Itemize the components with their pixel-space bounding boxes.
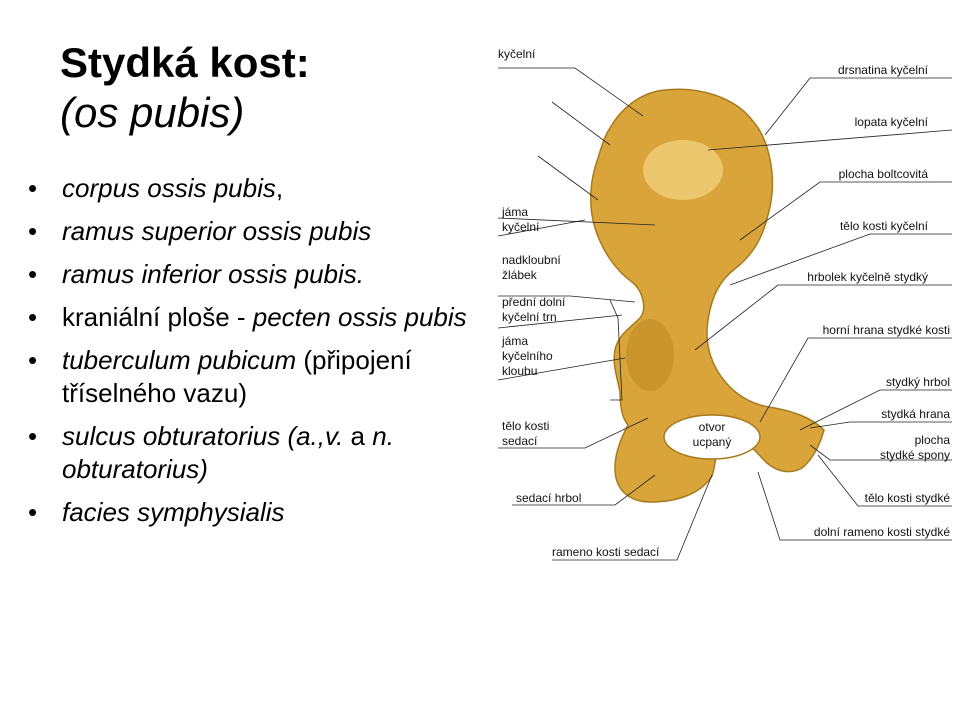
- label-telo-kycelni: tělo kosti kyčelní: [839, 219, 928, 233]
- label-dolni-rameno: dolní rameno kosti stydké: [813, 525, 950, 539]
- label-lopata: lopata kyčelní: [854, 115, 928, 129]
- bullet-text: ramus inferior ossis pubis.: [62, 259, 364, 289]
- bullet-item: [28, 301, 488, 334]
- bullet-text: tuberculum pubicum: [62, 345, 297, 375]
- label-kycelni: kyčelní: [498, 47, 536, 61]
- label-telo-sedaci-2: sedací: [502, 434, 538, 448]
- label-nadkloubni-2: žlábek: [502, 268, 537, 282]
- bullet-item: [28, 172, 488, 205]
- bullet-list: [28, 172, 488, 539]
- label-predni-trn-1: přední dolní: [502, 295, 566, 309]
- label-plocha-spony-1: plocha: [914, 433, 950, 447]
- bullet-item: [28, 258, 488, 291]
- label-telo-stydke: tělo kosti stydké: [864, 491, 950, 505]
- bullet-text: a: [343, 421, 373, 451]
- acetabulum: [626, 319, 674, 391]
- iliac-fossa-highlight: [643, 140, 723, 200]
- bullet-item: [28, 215, 488, 248]
- bullet-text: n. obturatorius): [62, 421, 394, 484]
- label-jama-kloubu-2: kyčelního: [502, 349, 553, 363]
- label-hrbolek: hrbolek kyčelně stydký: [807, 270, 928, 284]
- bullet-item: [28, 420, 488, 486]
- bullet-text: sulcus obturatorius (a.,v.: [62, 421, 344, 451]
- label-plocha-boltcovita: plocha boltcovitá: [838, 167, 928, 181]
- label-horni-hrana: horní hrana stydké kosti: [822, 323, 950, 337]
- bullet-item: [28, 496, 488, 529]
- label-drsnatina: drsnatina kyčelní: [837, 63, 928, 77]
- bullet-text: ramus superior ossis pubis: [62, 216, 372, 246]
- label-otvor: otvor: [698, 420, 726, 434]
- label-nadkloubni-1: nadkloubní: [502, 253, 561, 267]
- hip-bone-figure: [490, 40, 960, 570]
- label-ucpany: ucpaný: [692, 435, 732, 449]
- label-jama-kloubu-1: jáma: [502, 334, 529, 348]
- bullet-text: facies symphysialis: [62, 497, 285, 527]
- bullet-text: corpus ossis pubis: [62, 173, 276, 203]
- slide-title: Stydká kost:: [60, 39, 310, 86]
- label-stydky-hrbol: stydký hrbol: [885, 375, 950, 389]
- label-predni-trn-2: kyčelní trn: [502, 310, 557, 324]
- label-jama-kycelni-2: kyčelní: [502, 220, 540, 234]
- label-telo-sedaci-1: tělo kosti: [502, 419, 550, 433]
- title-block: [60, 38, 310, 138]
- bullet-text: kraniální ploše -: [62, 302, 253, 332]
- label-stydka-hrana: stydká hrana: [881, 407, 950, 421]
- bullet-item: [28, 344, 488, 410]
- label-plocha-spony-2: stydké spony: [879, 448, 950, 462]
- bullet-text: pecten ossis pubis: [252, 302, 467, 332]
- label-jama-kycelni-1: jáma: [502, 205, 529, 219]
- label-rameno-sedaci: rameno kosti sedací: [552, 545, 660, 559]
- bullet-text: (připojení tříselného vazu): [62, 345, 412, 408]
- bullet-text: ,: [275, 173, 284, 203]
- label-sedaci-hrbol: sedací hrbol: [516, 491, 582, 505]
- label-jama-kloubu-3: kloubu: [502, 364, 538, 378]
- slide-subtitle: (os pubis): [60, 89, 245, 136]
